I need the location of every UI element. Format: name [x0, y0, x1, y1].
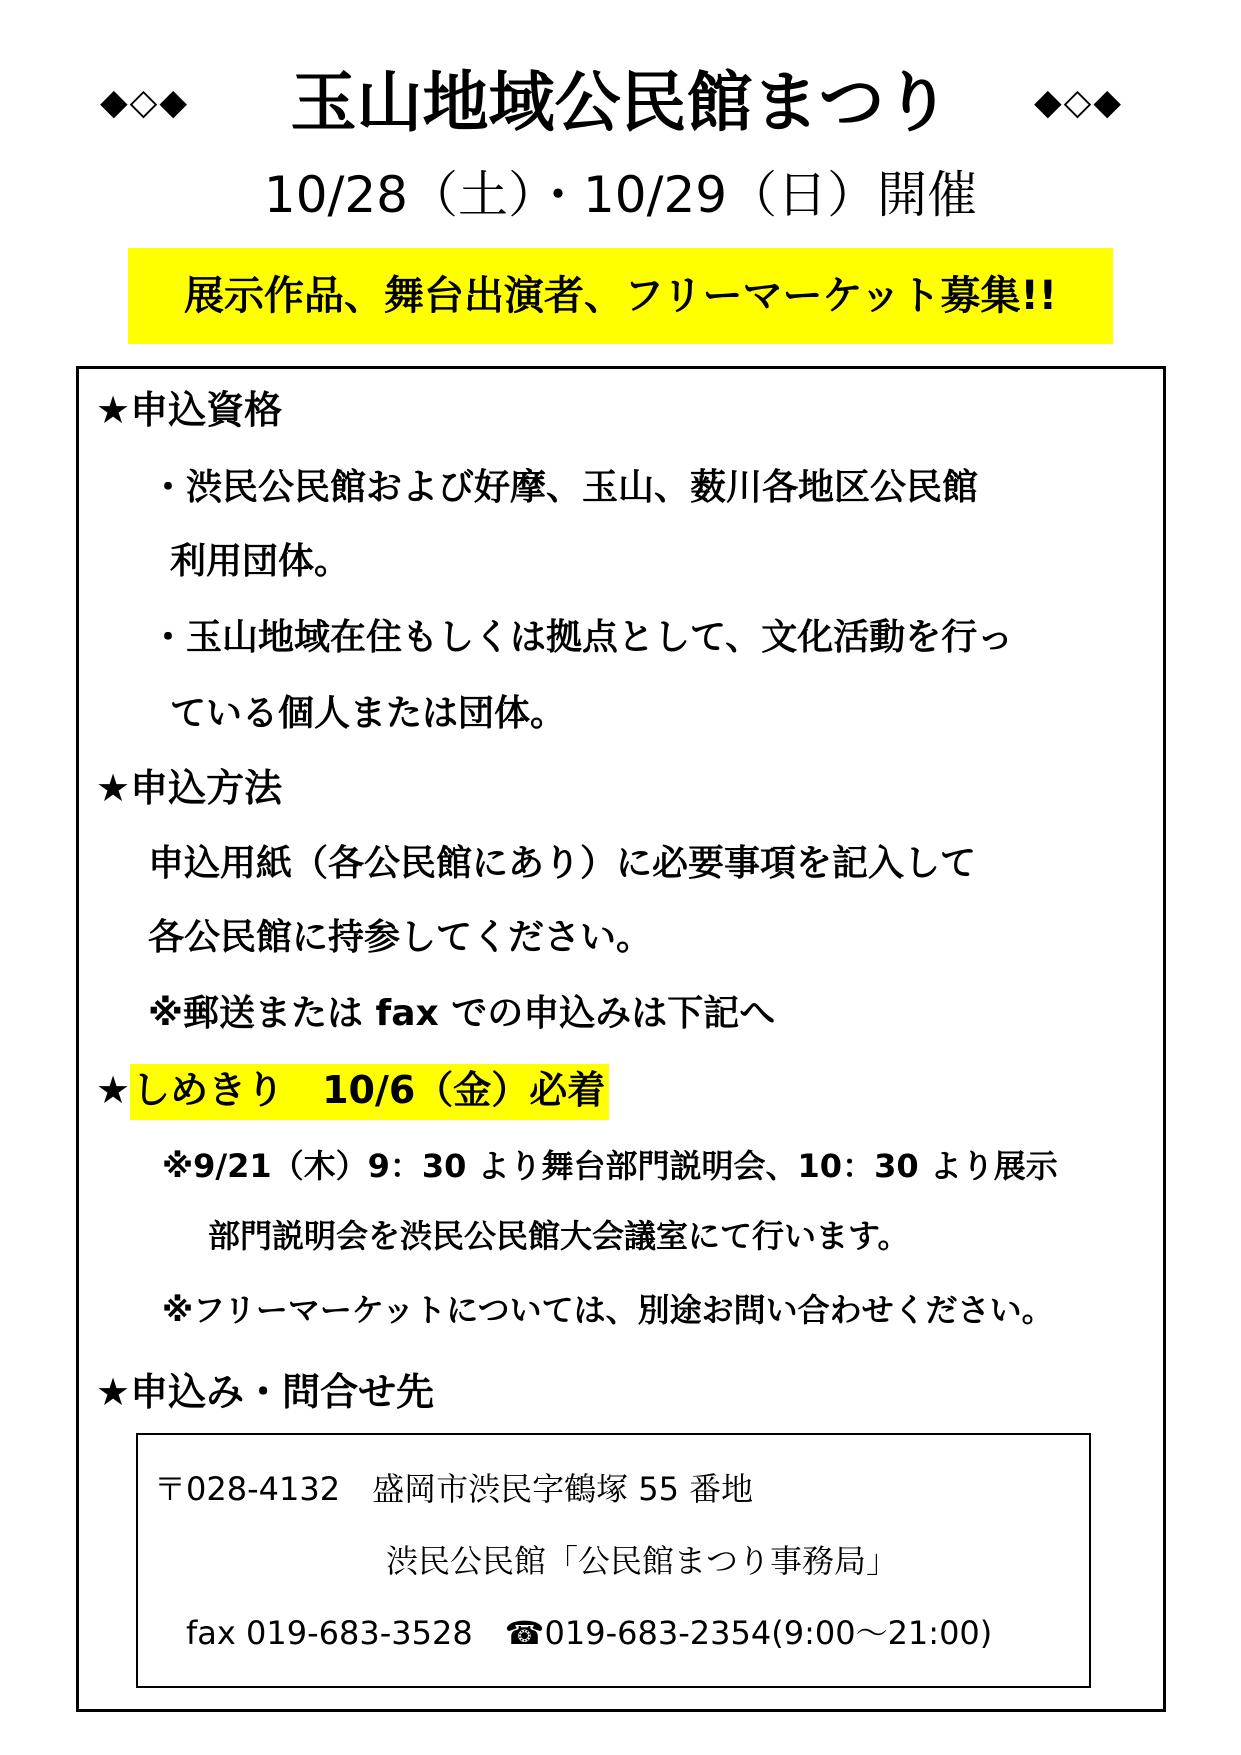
deadline-note-1-line-2: 部門説明会を渋民公民館大会議室にて行います。 [208, 1217, 910, 1255]
eligibility-item-2-line-1: ・玉山地域在住もしくは拠点として、文化活動を行っ [150, 617, 1014, 658]
contact-address: 〒028-4132 盛岡市渋民字鶴塚 55 番地 [154, 1470, 754, 1508]
contact-heading: ★申込み・問合せ先 [96, 1370, 435, 1414]
method-line-2: 各公民館に持参してください。 [148, 917, 653, 958]
contact-office: 渋民公民館「公民館まつり事務局」 [386, 1542, 899, 1580]
eligibility-item-1-line-2: 利用団体。 [170, 541, 351, 582]
recruit-banner [128, 248, 1113, 344]
eligibility-item-2-line-2: ている個人または団体。 [170, 693, 567, 734]
method-heading: ★申込方法 [96, 766, 283, 810]
deadline-note-2: ※フリーマーケットについては、別途お問い合わせください。 [162, 1291, 1054, 1329]
eligibility-item-1-line-1: ・渋民公民館および好摩、玉山、薮川各地区公民館 [150, 467, 979, 508]
page-title: 玉山地域公民館まつり [290, 64, 951, 141]
eligibility-heading: ★申込資格 [96, 388, 283, 432]
deadline-row [96, 1060, 609, 1120]
recruit-text: 展示作品、舞台出演者、フリーマーケット募集!! [184, 273, 1057, 319]
diamond-decoration-right: ◆◇◆ [1034, 82, 1124, 123]
event-dates: 10/28（土）・10/29（日）開催 [263, 166, 978, 224]
diamond-decoration-left: ◆◇◆ [100, 82, 190, 123]
method-line-1: 申込用紙（各公民館にあり）に必要事項を記入して [148, 843, 977, 884]
contact-phone: fax 019-683-3528 ☎019-683-2354(9:00～21:00) [186, 1614, 993, 1652]
deadline-text: しめきり 10/6（金）必着 [130, 1064, 609, 1120]
deadline-star: ★ [96, 1068, 131, 1112]
deadline-note-1-line-1: ※9/21（木）9：30 より舞台部門説明会、10：30 より展示 [162, 1147, 1058, 1185]
method-line-3: ※郵送または fax での申込みは下記へ [148, 993, 776, 1034]
title-row [0, 58, 1241, 148]
